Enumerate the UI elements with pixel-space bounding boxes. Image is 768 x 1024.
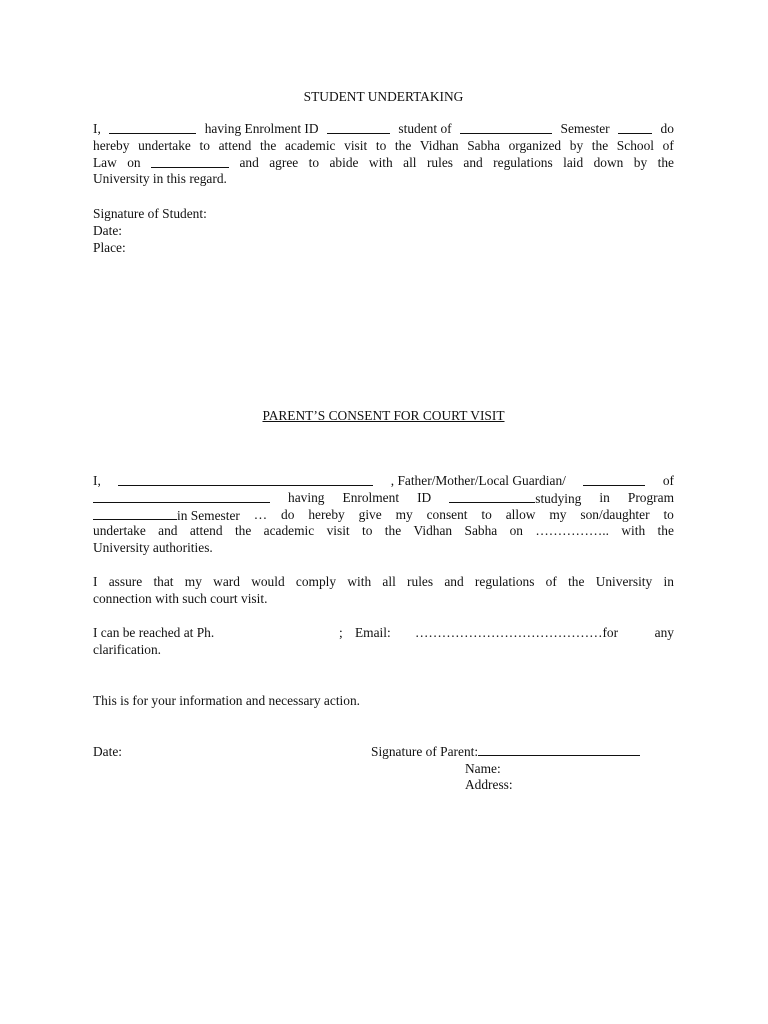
word: Vidhan (419, 137, 459, 153)
word: on (509, 523, 523, 539)
word: that (153, 574, 174, 589)
word: laid (563, 154, 584, 170)
word: in (663, 574, 674, 589)
word: agree (269, 154, 299, 170)
parent-signature-blank (478, 743, 640, 756)
separator: ; (339, 625, 343, 640)
word: to (199, 137, 210, 153)
paragraph-line: clarification. (93, 641, 162, 657)
word: and (158, 523, 178, 539)
phone-label: I can be reached at Ph. (93, 625, 215, 640)
assurance-paragraph (93, 574, 674, 608)
student-signature-label: Signature of Student: (93, 206, 207, 221)
word: student of (398, 121, 452, 136)
parent-consent-title: PARENT’S CONSENT FOR COURT VISIT (262, 408, 505, 423)
paragraph-line (93, 507, 674, 524)
word: rules (407, 574, 434, 589)
word: University (595, 574, 653, 589)
paragraph-line: University authorities. (93, 540, 213, 556)
word: all (403, 154, 417, 170)
word: hereby (308, 506, 345, 522)
word: I (93, 574, 98, 589)
word: in (599, 489, 610, 505)
word: hereby (93, 137, 130, 153)
ward-program-blank (93, 507, 177, 520)
word: consent (426, 506, 468, 522)
relation-blank (583, 473, 645, 486)
word: regulations (493, 154, 553, 170)
word: give (358, 506, 382, 522)
word: academic (284, 137, 336, 153)
word: and (463, 154, 483, 170)
word: the (657, 154, 674, 170)
word: Sabha (464, 523, 498, 539)
word: organized (508, 137, 562, 153)
word: Sabha (467, 137, 500, 153)
word: …………….. (535, 523, 609, 539)
word: having (288, 489, 325, 505)
word: to (663, 506, 674, 522)
paragraph-line (93, 625, 674, 642)
parent-name-label: Name: (465, 761, 501, 776)
word: my (395, 506, 413, 522)
paragraph-line (93, 574, 674, 591)
word: allow (505, 506, 536, 522)
email-dotted-blank: ……………………………………for (415, 625, 619, 640)
word: assure (108, 574, 143, 589)
ward-enrolment-blank (449, 490, 535, 503)
word: academic (263, 523, 315, 539)
word: and (444, 574, 464, 589)
word: having Enrolment ID (204, 121, 319, 136)
parent-date-label: Date: (93, 744, 122, 759)
parent-address-label: Address: (465, 777, 513, 792)
word: abide (329, 154, 359, 170)
word: to (481, 506, 492, 522)
student-date-label: Date: (93, 223, 122, 238)
word: ward (213, 574, 240, 589)
word: the (568, 574, 585, 589)
word: with (621, 523, 646, 539)
semester-blank (618, 121, 652, 134)
word: to (308, 154, 320, 170)
paragraph-line (93, 155, 674, 172)
word: regulations (474, 574, 535, 589)
word: visit (326, 523, 350, 539)
word: attend (218, 137, 252, 153)
ward-name-blank (93, 490, 270, 503)
parent-signature-label: Signature of Parent: (371, 744, 479, 759)
program-blank (460, 121, 552, 134)
word: comply (295, 574, 337, 589)
word: I, (93, 121, 101, 136)
word: I, (93, 473, 101, 488)
student-undertaking-paragraph (93, 121, 674, 188)
word: attend (189, 523, 223, 539)
word: all (382, 574, 396, 589)
word: undertake (93, 523, 146, 539)
word: rules (426, 154, 453, 170)
paragraph-line: connection with such court visit. (93, 590, 268, 606)
word: the (234, 523, 252, 539)
word: on (127, 154, 141, 170)
word: down (593, 154, 624, 170)
word: any (654, 625, 674, 640)
word: Enrolment (342, 489, 400, 505)
paragraph-line (93, 523, 674, 540)
word: the (259, 137, 277, 153)
paragraph-line (93, 490, 674, 507)
word: by (633, 154, 648, 170)
word: Semester (560, 121, 610, 136)
word: Law (93, 154, 117, 170)
word: my (184, 574, 202, 589)
paragraph-line (93, 138, 674, 155)
word: Program (627, 489, 674, 505)
word: son/daughter (580, 506, 650, 522)
word: ID (417, 489, 432, 505)
parent-consent-paragraph (93, 473, 674, 557)
word: to (375, 137, 387, 153)
word: of (662, 473, 674, 488)
email-label: Email: (355, 625, 391, 640)
word: the (384, 523, 402, 539)
word: in Semester (177, 507, 240, 523)
word: to (362, 523, 373, 539)
contact-paragraph (93, 625, 674, 659)
info-line: This is for your information and necessary action. (93, 693, 360, 708)
word: of (662, 137, 674, 153)
enrolment-id-blank (327, 121, 390, 134)
student-undertaking-title: STUDENT UNDERTAKING (303, 89, 464, 104)
word: and (239, 154, 259, 170)
word: Vidhan (413, 523, 453, 539)
word: do (281, 506, 295, 522)
word: visit (344, 137, 368, 153)
paragraph-line (93, 121, 674, 138)
word: of (545, 574, 557, 589)
student-place-label: Place: (93, 240, 126, 255)
word: would (251, 574, 285, 589)
word: undertake (138, 137, 191, 153)
word: with (347, 574, 372, 589)
word: , Father/Mother/Local Guardian/ (390, 473, 566, 488)
parent-signature-line (371, 743, 640, 760)
word: the (657, 523, 674, 539)
parent-name-blank (118, 473, 373, 486)
word: the (394, 137, 412, 153)
word: School (616, 137, 654, 153)
word: with (368, 154, 393, 170)
word: … (253, 506, 268, 522)
visit-date-blank (151, 155, 229, 168)
word: the (591, 137, 609, 153)
word: my (549, 506, 567, 522)
word: studying (535, 490, 582, 506)
paragraph-line: University in this regard. (93, 171, 227, 187)
word: do (660, 121, 674, 136)
word: by (569, 137, 584, 153)
student-name-blank (109, 121, 196, 134)
paragraph-line (93, 473, 674, 490)
